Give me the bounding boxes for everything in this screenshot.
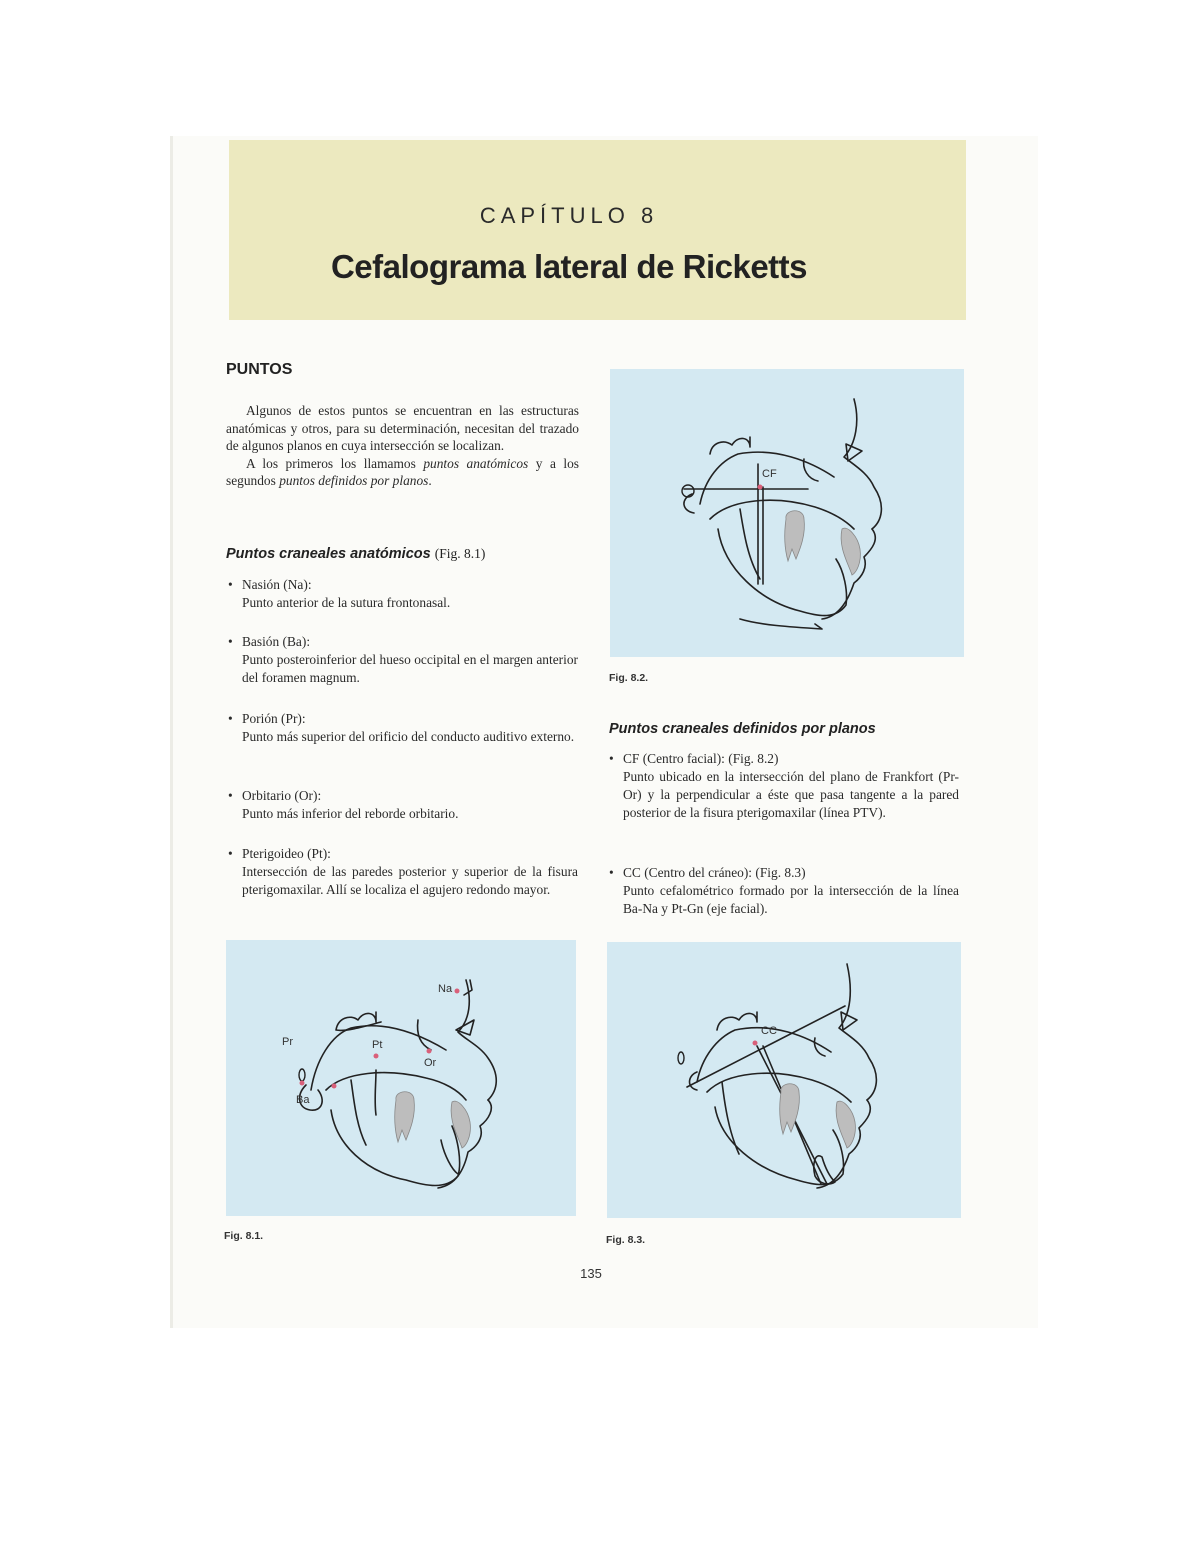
intro-text-b: y a los segundos	[226, 455, 580, 488]
figure-8-2	[610, 369, 964, 657]
list-item	[607, 864, 959, 918]
caption-fig-8-1: Fig. 8.1.	[224, 1230, 264, 1242]
item-name: • Pterigoideo (Pt):	[226, 845, 578, 863]
label-cc: CC	[761, 1025, 777, 1037]
item-desc: Intersección de las paredes posterior y superior de la fisura pterigomaxilar. Allí se localiza el agujero redondo mayor.	[242, 864, 578, 897]
subheading-planes: Puntos craneales definidos por planos	[609, 721, 876, 737]
figure-8-1	[226, 940, 576, 1216]
label-na: Na	[438, 983, 453, 995]
item-name: • CC (Centro del cráneo): (Fig. 8.3)	[607, 864, 959, 882]
intro-emphasis-2: puntos definidos por planos	[279, 473, 429, 488]
item-desc: Punto ubicado en la intersección del plano de Frankfort (Pr-Or) y la perpendicular a éste que pasa tangente a la pared posterior de la fisura pterigomaxilar (línea PTV).	[623, 769, 959, 820]
label-cf: CF	[762, 468, 777, 480]
label-or: Or	[424, 1057, 437, 1069]
intro-text-a: A los primeros los llamamos	[246, 455, 424, 471]
item-name: • Basión (Ba):	[226, 633, 578, 651]
label-ba: Ba	[296, 1094, 310, 1106]
page-number: 135	[580, 1266, 602, 1281]
list-item	[226, 787, 578, 823]
item-name: • Orbitario (Or):	[226, 787, 578, 805]
list-item	[226, 845, 578, 899]
item-desc: Punto más superior del orificio del conducto auditivo externo.	[242, 729, 575, 744]
list-item	[607, 750, 959, 822]
intro-emphasis-1: puntos anatómicos	[423, 455, 529, 471]
list-item	[226, 576, 578, 612]
subheading-anatomical	[226, 546, 485, 562]
intro-paragraph-2	[226, 455, 579, 490]
subheading-anatomical-ref: (Fig. 8.1)	[434, 546, 486, 561]
section-heading: PUNTOS	[226, 361, 293, 378]
label-pt: Pt	[372, 1039, 383, 1051]
intro-text	[226, 402, 579, 490]
item-desc: Punto anterior de la sutura frontonasal.	[242, 595, 451, 610]
figure-8-3	[607, 942, 961, 1218]
item-desc: Punto cefalométrico formado por la intersección de la línea Ba-Na y Pt-Gn (eje facial).	[623, 883, 959, 916]
cephalogram-fig-8-1	[226, 940, 576, 1216]
list-item	[226, 633, 578, 687]
intro-paragraph-1: Algunos de estos puntos se encuentran en las estructuras anatómicas y otros, para su determinación, necesitan del trazado de algunos planos en cuya intersección se localizan.	[226, 403, 579, 453]
list-item	[226, 710, 578, 746]
subheading-anatomical-text: Puntos craneales anatómicos	[226, 546, 431, 562]
item-name: • Porión (Pr):	[226, 710, 578, 728]
item-name: • Nasión (Na):	[226, 576, 578, 594]
cephalogram-fig-8-3	[607, 942, 961, 1218]
caption-fig-8-2: Fig. 8.2.	[609, 672, 649, 684]
cephalogram-fig-8-2	[610, 369, 964, 657]
chapter-banner	[229, 140, 966, 320]
item-name: • CF (Centro facial): (Fig. 8.2)	[607, 750, 959, 768]
label-pr: Pr	[282, 1036, 293, 1048]
caption-fig-8-3: Fig. 8.3.	[606, 1234, 646, 1246]
intro-text-c: .	[428, 473, 432, 488]
item-desc: Punto más inferior del reborde orbitario.	[242, 806, 459, 821]
item-desc: Punto posteroinferior del hueso occipital en el margen anterior del foramen magnum.	[242, 652, 578, 685]
chapter-label: CAPÍTULO 8	[479, 203, 659, 228]
chapter-title: Cefalograma lateral de Ricketts	[330, 248, 808, 285]
